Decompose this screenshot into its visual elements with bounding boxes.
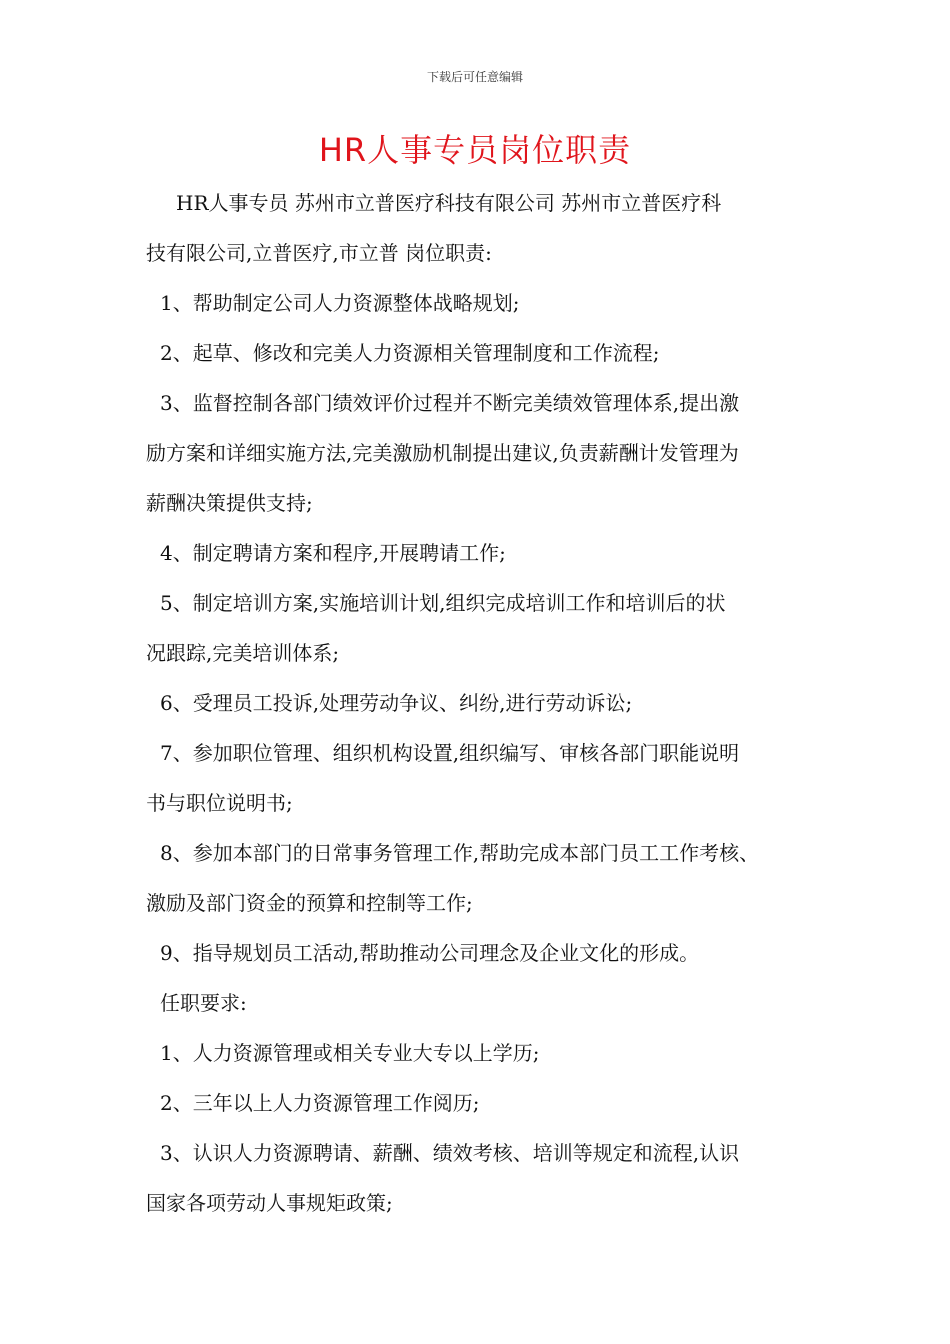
duty-item <box>146 378 814 528</box>
duty-item <box>146 678 814 728</box>
document-body <box>146 178 814 1228</box>
intro-line-1: HR人事专员 苏州市立普医疗科技有限公司 苏州市立普医疗科 <box>176 191 722 215</box>
duty-item-line: 8、参加本部门的日常事务管理工作,帮助完成本部门员工工作考核、 <box>160 841 760 865</box>
requirement-item <box>146 1078 814 1128</box>
requirement-item-line: 1、人力资源管理或相关专业大专以上学历; <box>160 1041 540 1065</box>
duty-item-line: 5、制定培训方案,实施培训计划,组织完成培训工作和培训后的状 <box>160 591 726 615</box>
header-note: 下载后可任意编辑 <box>426 70 523 84</box>
page-title: HR人事专员岗位职责 <box>318 131 632 169</box>
duty-item-line: 书与职位说明书; <box>146 791 293 815</box>
requirement-item-line: 国家各项劳动人事规矩政策; <box>146 1191 393 1215</box>
requirement-item-line: 2、三年以上人力资源管理工作阅历; <box>160 1091 480 1115</box>
intro-paragraph <box>146 178 814 278</box>
requirements-heading: 任职要求: <box>160 991 247 1015</box>
duty-item-line: 激励及部门资金的预算和控制等工作; <box>146 891 473 915</box>
duty-item <box>146 928 814 978</box>
duty-item <box>146 578 814 678</box>
duty-item-line: 况跟踪,完美培训体系; <box>146 641 340 665</box>
duty-item-line: 9、指导规划员工活动,帮助推动公司理念及企业文化的形成。 <box>160 941 700 965</box>
duty-item-line: 1、帮助制定公司人力资源整体战略规划; <box>160 291 520 315</box>
duty-item <box>146 528 814 578</box>
duty-item-line: 3、监督控制各部门绩效评价过程并不断完美绩效管理体系,提出激 <box>160 391 740 415</box>
requirements-list <box>146 1028 814 1228</box>
duty-item-line: 薪酬决策提供支持; <box>146 491 313 515</box>
duty-item <box>146 328 814 378</box>
intro-line-2: 技有限公司,立普医疗,市立普 岗位职责: <box>146 241 492 265</box>
duty-item-line: 4、制定聘请方案和程序,开展聘请工作; <box>160 541 506 565</box>
duty-item-line: 6、受理员工投诉,处理劳动争议、纠纷,进行劳动诉讼; <box>160 691 633 715</box>
duty-item <box>146 278 814 328</box>
duties-list <box>146 278 814 978</box>
requirement-item-line: 3、认识人力资源聘请、薪酬、绩效考核、培训等规定和流程,认识 <box>160 1141 740 1165</box>
duty-item-line: 7、参加职位管理、组织机构设置,组织编写、审核各部门职能说明 <box>160 741 740 765</box>
requirement-item <box>146 1028 814 1078</box>
duty-item-line: 励方案和详细实施方法,完美激励机制提出建议,负责薪酬计发管理为 <box>146 441 739 465</box>
duty-item <box>146 728 814 828</box>
requirement-item <box>146 1128 814 1228</box>
duty-item-line: 2、起草、修改和完美人力资源相关管理制度和工作流程; <box>160 341 660 365</box>
duty-item <box>146 828 814 928</box>
